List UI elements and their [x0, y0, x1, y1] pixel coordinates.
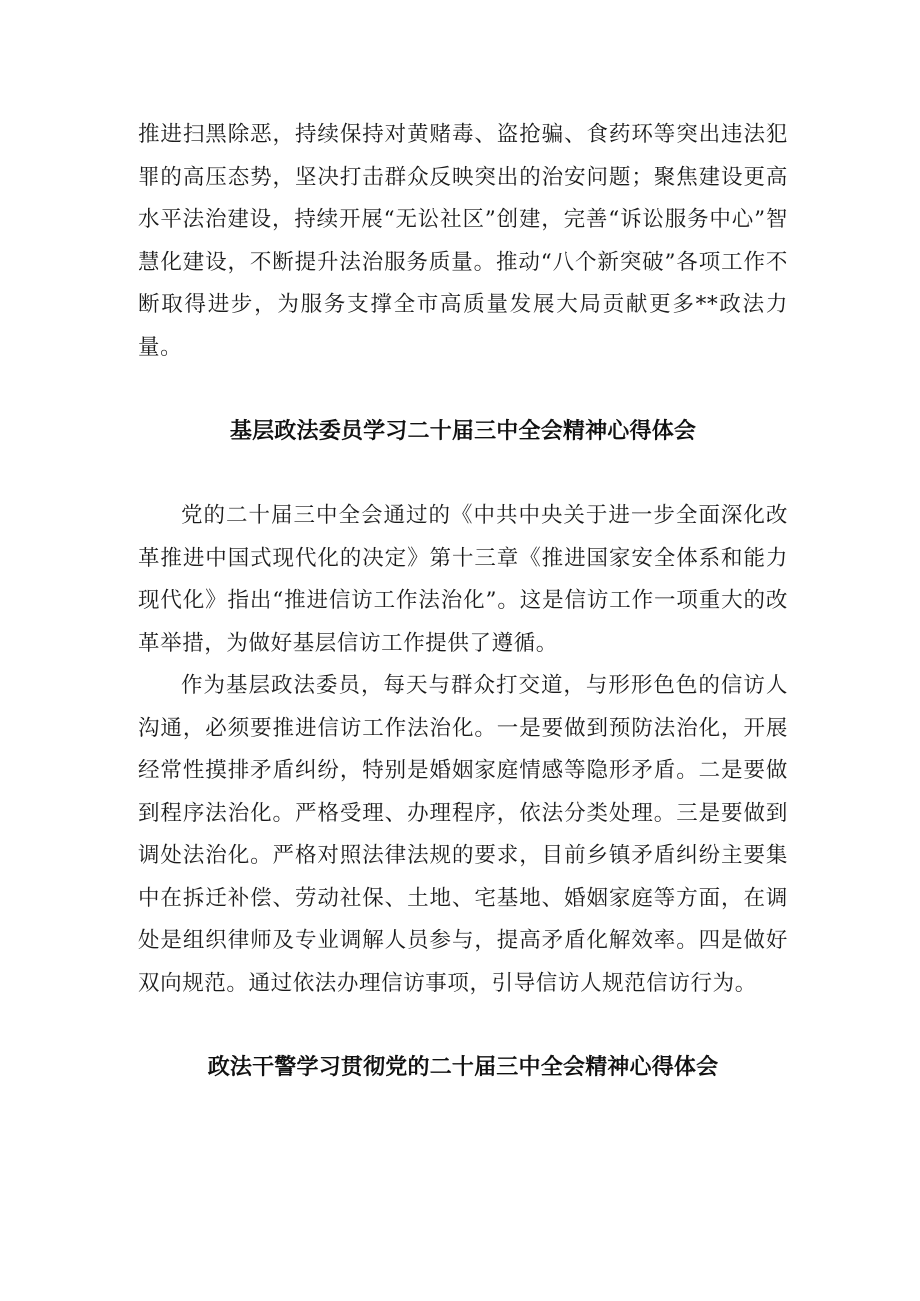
paragraph-continued: 推进扫黑除恶，持续保持对黄赌毒、盗抢骗、食药环等突出违法犯罪的高压态势，坚决打击群众反映突出的治安问题；聚焦建设更高水平法治建设，持续开展“无讼社区”创建，完善“诉讼服务中心”智慧化建设，不断提升法治服务质量。推动“八个新突破”各项工作不断取得进步，为服务支撑全市高质量发展大局贡献更多**政法力量。: [138, 122, 788, 360]
document-page: [138, 114, 788, 1089]
paragraph: 党的二十届三中全会通过的《中共中央关于进一步全面深化改革推进中国式现代化的决定》第十三章《推进国家安全体系和能力现代化》指出“推进信访工作法治化”。这是信访工作一项重大的改革举措，为做好基层信访工作提供了遵循。: [138, 503, 788, 656]
paragraph: 作为基层政法委员，每天与群众打交道，与形形色色的信访人沟通，必须要推进信访工作法治化。一是要做到预防法治化，开展经常性摸排矛盾纠纷，特别是婚姻家庭情感等隐形矛盾。二是要做到程序法治化。严格受理、办理程序，依法分类处理。三是要做到调处法治化。严格对照法律法规的要求，目前乡镇矛盾纠纷主要集中在拆迁补偿、劳动社保、土地、宅基地、婚姻家庭等方面，在调处是组织律师及专业调解人员参与，提高矛盾化解效率。四是做好双向规范。通过依法办理信访事项，引导信访人规范信访行为。: [138, 673, 788, 996]
section-title: 政法干警学习贯彻党的二十届三中全会精神心得体会: [207, 1055, 719, 1080]
section-title: 基层政法委员学习二十届三中全会精神心得体会: [229, 419, 697, 444]
